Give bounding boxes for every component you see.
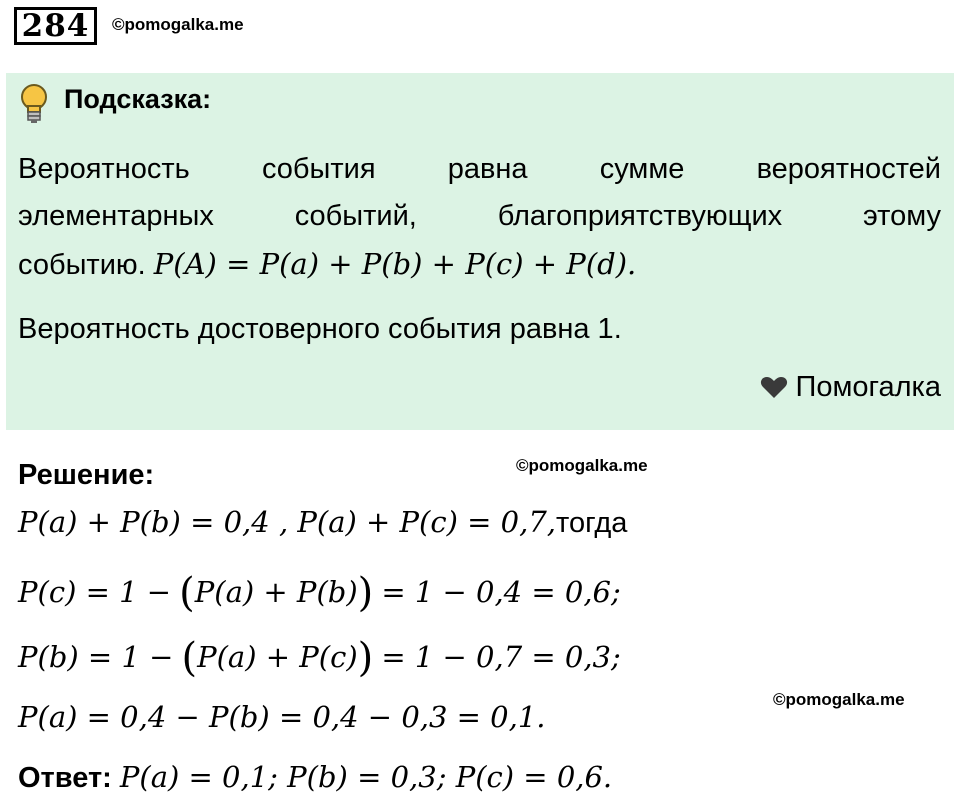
solution-line-1: P(a) + P(b) = 0,4 , P(a) + P(c) = 0,7,тогда bbox=[18, 505, 628, 539]
brand-signature: Помогалка bbox=[760, 371, 941, 404]
lightbulb-icon bbox=[18, 83, 50, 125]
solution-title: Решение: bbox=[18, 459, 155, 491]
solution-line-2: P(c) = 1 − (P(a) + P(b)) = 1 − 0,4 = 0,6; bbox=[18, 570, 621, 616]
hint-text-line-2: элементарных событий, благоприятствующих этому bbox=[18, 200, 942, 232]
heart-icon bbox=[760, 376, 788, 400]
hint-text-p2: Вероятность достоверного события равна 1. bbox=[18, 313, 622, 345]
answer-line bbox=[18, 760, 612, 795]
solution-line-4: P(a) = 0,4 − P(b) = 0,4 − 0,3 = 0,1. bbox=[18, 700, 546, 734]
answer-value: P(a) = 0,1; P(b) = 0,3; P(c) = 0,6. bbox=[119, 760, 613, 794]
watermark-top: ©pomogalka.me bbox=[112, 15, 244, 34]
hint-text-line-1: Вероятность события равна сумме вероятностей bbox=[18, 153, 941, 185]
watermark-middle: ©pomogalka.me bbox=[516, 456, 648, 475]
answer-label: Ответ: bbox=[18, 762, 112, 794]
hint-title: Подсказка: bbox=[64, 84, 212, 114]
watermark-bottom: ©pomogalka.me bbox=[773, 690, 905, 709]
hint-text-line-3: событию. P(A) = P(a) + P(b) + P(c) + P(d). bbox=[18, 247, 637, 281]
problem-number: 284 bbox=[14, 7, 97, 45]
hint-formula: P(A) = P(a) + P(b) + P(c) + P(d). bbox=[153, 247, 637, 281]
solution-line-3: P(b) = 1 − (P(a) + P(c)) = 1 − 0,7 = 0,3; bbox=[18, 635, 621, 681]
